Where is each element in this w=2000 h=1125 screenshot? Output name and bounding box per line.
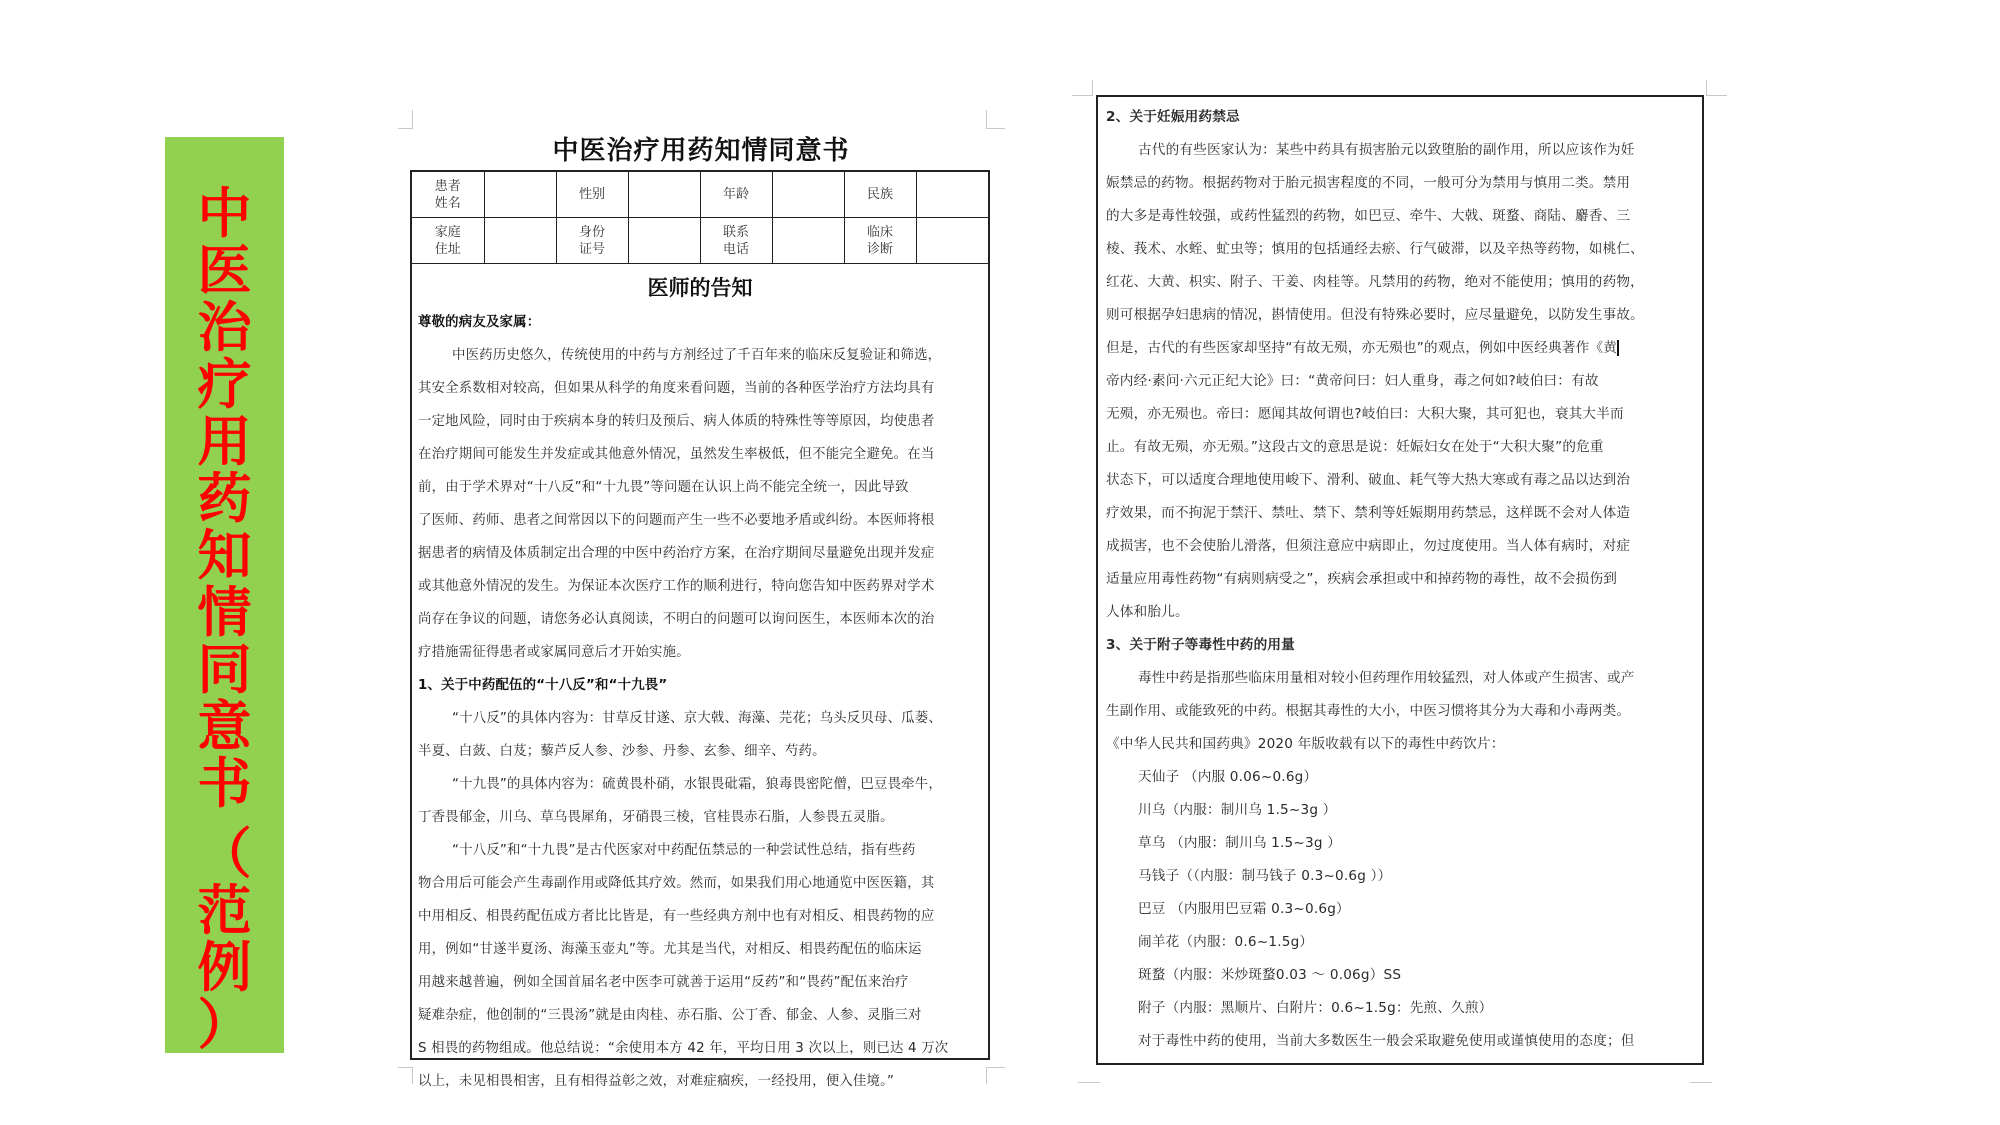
text-line-content: 以上，未见相畏相害，且有相得益彰之效，对难症痼疾，一经投用，便入佳境。”: [418, 1074, 895, 1089]
text-line-content: 尊敬的病友及家属：: [418, 315, 541, 330]
text-line-content: 适量应用毒性药物“有病则病受之”，疾病会承担或中和掉药物的毒性，故不会损伤到: [1106, 571, 1618, 587]
text-line-content: 1、关于中药配伍的“十八反”和“十九畏”: [418, 678, 668, 693]
text-line-content: 用越来越普遍，例如全国首届名老中医李可就善于运用“反药”和“畏药”配伍来治疗: [418, 975, 909, 990]
text-line-content: S 相畏的药物组成。他总结说：“余使用本方 42 年，平均日用 3 次以上，则已达 4 万次: [418, 1041, 949, 1056]
notice-title: 医师的告知: [647, 275, 753, 300]
text-line: [412, 603, 988, 636]
text-line-content: 斑蝥（内服：米炒斑蝥0.03 ～ 0.06g）SS: [1138, 967, 1402, 983]
text-line-content: 红花、大黄、枳实、附子、干姜、肉桂等。凡禁用的药物，绝对不能使用；慎用的药物，: [1106, 274, 1644, 290]
info-input-cell[interactable]: [916, 172, 988, 218]
text-line-content: 生副作用、或能致死的中药。根据其毒性的大小，中医习惯将其分为大毒和小毒两类。: [1106, 703, 1631, 719]
text-line: [1098, 431, 1702, 464]
text-line: [412, 999, 988, 1032]
banner-title-char: 情: [197, 581, 252, 644]
section-heading: [412, 669, 988, 702]
text-line-content: 天仙子 （内服 0.06~0.6g）: [1138, 769, 1318, 785]
text-line: [412, 504, 988, 537]
banner-title-char: 中: [197, 182, 252, 245]
text-line: [1098, 662, 1702, 695]
info-label-text: 联系: [722, 224, 749, 240]
info-label-text: 民族: [866, 187, 893, 202]
text-line: [412, 438, 988, 471]
section-heading: [1098, 101, 1702, 134]
text-line: [1098, 464, 1702, 497]
banner-suffix-char: 例: [197, 936, 252, 999]
info-label-text: 性别: [578, 187, 605, 202]
text-line: [1098, 596, 1702, 629]
left-page-body: [412, 306, 988, 1098]
banner-title-char: 意: [197, 695, 252, 758]
text-line-content: 则可根据孕妇患病的情况，斟情使用。但没有特殊必要时，应尽量避免，以防发生事故。: [1106, 307, 1644, 323]
text-line-content: 川乌（内服：制川乌 1.5~3g ）: [1138, 802, 1337, 818]
text-line: [1098, 992, 1702, 1025]
text-line: [412, 801, 988, 834]
text-line: [412, 735, 988, 768]
text-line: [1098, 1025, 1702, 1058]
banner-title-char: 疗: [197, 353, 252, 416]
text-line: [412, 1065, 988, 1098]
text-line-content: 巴豆 （内服用巴豆霜 0.3~0.6g）: [1138, 901, 1350, 917]
info-input-cell[interactable]: [772, 172, 844, 218]
info-label-text: 证号: [578, 241, 605, 257]
text-line-content: 草乌 （内服：制川乌 1.5~3g ）: [1138, 835, 1341, 851]
text-line: [1098, 134, 1702, 167]
text-line-content: 一定地风险，同时由于疾病本身的转归及预后、病人体质的特殊性等等原因，均使患者: [418, 414, 935, 429]
text-line-content: 或其他意外情况的发生。为保证本次医疗工作的顺利进行，特向您告知中医药界对学术: [418, 579, 935, 594]
info-label-cell: [412, 218, 484, 264]
text-line-content: 疗效果，而不拘泥于禁汗、禁吐、禁下、禁利等妊娠期用药禁忌，这样既不会对人体造: [1106, 505, 1631, 521]
info-label-text: 电话: [722, 241, 749, 257]
text-line: [1098, 563, 1702, 596]
info-label-cell: [844, 218, 916, 264]
text-line: [1098, 497, 1702, 530]
text-line-content: “十八反”的具体内容为：甘草反甘遂、京大戟、海藻、芫花；乌头反贝母、瓜蒌、: [452, 711, 942, 726]
title-banner: [165, 137, 284, 1056]
info-input-cell[interactable]: [916, 218, 988, 264]
text-line: [1098, 530, 1702, 563]
text-line: [412, 471, 988, 504]
text-line: [1098, 827, 1702, 860]
text-line-content: 帝内经·素问·六元正纪大论》曰：“黄帝问曰：妇人重身，毒之何如?岐伯曰：有故: [1106, 373, 1599, 389]
patient-info-table: [412, 172, 988, 264]
text-line: [412, 867, 988, 900]
text-line: [1098, 299, 1702, 332]
text-line: [1098, 728, 1702, 761]
text-line: [412, 636, 988, 669]
page-corner-mark: [1690, 1082, 1712, 1085]
info-table-row: [412, 218, 988, 264]
banner-title-char: 用: [197, 410, 252, 473]
text-line: [1098, 893, 1702, 926]
text-line-content: 毒性中药是指那些临床用量相对较小但药理作用较猛烈，对人体或产生损害、或产: [1138, 670, 1635, 686]
banner-title-char: 药: [197, 467, 252, 530]
banner-title-char: 医: [197, 239, 252, 302]
page-corner-mark: [1706, 80, 1727, 96]
info-label-text: 身份: [578, 224, 605, 240]
banner-suffix-char: 范: [197, 879, 252, 942]
info-label-text: 患者: [434, 178, 461, 194]
text-line-content: 止。有故无殒，亦无殒。”这段古文的意思是说：妊娠妇女在处于“大积大聚”的危重: [1106, 439, 1604, 455]
text-line: [1098, 695, 1702, 728]
page-corner-mark: [1078, 1082, 1100, 1085]
page-corner-mark: [986, 110, 1005, 129]
text-line-content: “十八反”和“十九畏”是古代医家对中药配伍禁忌的一种尝试性总结，指有些药: [452, 843, 916, 858]
text-line-content: 成损害，也不会使胎儿滑落，但须注意应中病即止，勿过度使用。当人体有病时，对症: [1106, 538, 1631, 554]
text-line: [1098, 200, 1702, 233]
banner-title-char: 书: [197, 752, 252, 815]
text-line-content: 马钱子（（内服：制马钱子 0.3~0.6g ））: [1138, 868, 1392, 884]
banner-title-char: 治: [197, 296, 252, 359]
text-line-content: 半夏、白蔹、白芨；藜芦反人参、沙参、丹参、玄参、细辛、芍药。: [418, 744, 826, 759]
page-corner-mark: [986, 1067, 1005, 1084]
text-line: [1098, 233, 1702, 266]
text-line: [412, 1032, 988, 1065]
text-line: [412, 834, 988, 867]
text-line-content: 据患者的病情及体质制定出合理的中医中药治疗方案，在治疗期间尽量避免出现并发症: [418, 546, 935, 561]
text-line-content: 3、关于附子等毒性中药的用量: [1106, 637, 1295, 653]
text-line: [412, 933, 988, 966]
text-line-content: 了医师、药师、患者之间常因以下的问题而产生一些不必要地矛盾或纠纷。本医师将根: [418, 513, 935, 528]
text-line-content: 疗措施需征得患者或家属同意后才开始实施。: [418, 645, 690, 660]
text-line-content: 在治疗期间可能发生并发症或其他意外情况，虽然发生率极低，但不能完全避免。在当: [418, 447, 935, 462]
info-label-cell: [844, 172, 916, 218]
text-line: [412, 537, 988, 570]
text-line: [1098, 365, 1702, 398]
text-line-content: 闹羊花（内服：0.6~1.5g）: [1138, 934, 1314, 950]
text-line-content: 中医药历史悠久，传统使用的中药与方剂经过了千百年来的临床反复验证和筛选，: [452, 348, 942, 363]
text-line-content: 物合用后可能会产生毒副作用或降低其疗效。然而，如果我们用心地通览中医医籍，其: [418, 876, 935, 891]
info-label-text: 诊断: [866, 241, 893, 257]
text-line-content: 其安全系数相对较高，但如果从科学的角度来看问题，当前的各种医学治疗方法均具有: [418, 381, 935, 396]
text-line-content: 前，由于学术界对“十八反”和“十九畏”等问题在认识上尚不能完全统一，因此导致: [418, 480, 909, 495]
info-label-cell: [700, 172, 772, 218]
info-input-cell[interactable]: [772, 218, 844, 264]
text-line-content: 人体和胎儿。: [1106, 604, 1189, 620]
page-corner-mark: [1072, 80, 1093, 96]
banner-suffix-char: （: [197, 822, 252, 885]
banner-title-char: 知: [197, 524, 252, 587]
document-title: 中医治疗用药知情同意书: [552, 136, 850, 166]
info-label-text: 姓名: [434, 195, 461, 211]
text-line: [412, 339, 988, 372]
text-line-content: 中用相反、相畏药配伍成方者比比皆是，有一些经典方剂中也有对相反、相畏药物的应: [418, 909, 935, 924]
right-page-body: [1098, 101, 1702, 1058]
page-corner-mark: [398, 1067, 413, 1084]
text-line: [1098, 398, 1702, 431]
text-line-content: 状态下，可以适度合理地使用峻下、滑利、破血、耗气等大热大寒或有毒之品以达到治: [1106, 472, 1631, 488]
info-label-text: 家庭: [434, 224, 461, 240]
text-line: [412, 966, 988, 999]
text-line: [412, 570, 988, 603]
text-line-content: 的大多是毒性较强，或药性猛烈的药物，如巴豆、牵牛、大戟、斑蝥、商陆、麝香、三: [1106, 208, 1631, 224]
text-line-content: 用，例如“甘遂半夏汤、海藻玉壶丸”等。尤其是当代，对相反、相畏药配伍的临床运: [418, 942, 922, 957]
info-label-cell: [412, 172, 484, 218]
info-label-cell: [556, 172, 628, 218]
text-line: [412, 702, 988, 735]
text-line-content: 对于毒性中药的使用，当前大多数医生一般会采取避免使用或谨慎使用的态度；但: [1138, 1033, 1635, 1049]
text-line: [412, 372, 988, 405]
banner-title-char: 同: [197, 638, 252, 701]
text-line: [1098, 959, 1702, 992]
text-line: [412, 405, 988, 438]
info-input-cell[interactable]: [628, 218, 700, 264]
info-table-row: [412, 172, 988, 218]
section-heading: [1098, 629, 1702, 662]
consent-form-left-page: [410, 170, 990, 1089]
info-label-text: 年龄: [722, 187, 749, 202]
text-line-content: 古代的有些医家认为：某些中药具有损害胎元以致堕胎的副作用，所以应该作为妊: [1138, 142, 1635, 158]
text-line-content: 但是，古代的有些医家却坚持“有故无殒，亦无殒也”的观点，例如中医经典著作《黄: [1106, 340, 1618, 356]
text-line-content: 无殒，亦无殒也。帝曰：愿闻其故何谓也?岐伯曰：大积大聚，其可犯也，衰其大半而: [1106, 406, 1624, 422]
info-input-cell[interactable]: [484, 218, 556, 264]
banner-suffix-char: ）: [197, 993, 252, 1056]
consent-form-right-page: [1096, 95, 1704, 1065]
text-line-content: 棱、莪术、水蛭、虻虫等；慎用的包括通经去瘀、行气破滞，以及辛热等药物，如桃仁、: [1106, 241, 1644, 257]
info-label-cell: [556, 218, 628, 264]
text-line-content: 丁香畏郁金，川乌、草乌畏犀角，牙硝畏三棱，官桂畏赤石脂，人参畏五灵脂。: [418, 810, 894, 825]
section-heading: [412, 306, 988, 339]
page-corner-mark: [398, 110, 413, 129]
info-input-cell[interactable]: [484, 172, 556, 218]
text-line: [412, 768, 988, 801]
text-line: [1098, 761, 1702, 794]
text-line-content: 2、关于妊娠用药禁忌: [1106, 109, 1240, 125]
text-line-content: 疑难杂症，他创制的“三畏汤”就是由肉桂、赤石脂、公丁香、郁金、人参、灵脂三对: [418, 1008, 922, 1023]
text-line: [1098, 860, 1702, 893]
text-line: [1098, 794, 1702, 827]
text-cursor: [1617, 340, 1619, 356]
text-line-content: 附子（内服：黑顺片、白附片：0.6~1.5g：先煎、久煎）: [1138, 1000, 1493, 1016]
text-line: [412, 900, 988, 933]
info-label-cell: [700, 218, 772, 264]
text-line: [1098, 332, 1702, 365]
text-line: [1098, 926, 1702, 959]
text-line-content: 尚存在争议的问题，请您务必认真阅读，不明白的问题可以询问医生，本医师本次的治: [418, 612, 935, 627]
info-label-text: 临床: [866, 224, 893, 240]
info-input-cell[interactable]: [628, 172, 700, 218]
text-line-content: 娠禁忌的药物。根据药物对于胎元损害程度的不同，一般可分为禁用与慎用二类。禁用: [1106, 175, 1631, 191]
text-line: [1098, 266, 1702, 299]
info-label-text: 住址: [434, 241, 461, 257]
text-line-content: “十九畏”的具体内容为：硫黄畏朴硝，水银畏砒霜，狼毒畏密陀僧，巴豆畏牵牛，: [452, 777, 942, 792]
text-line: [1098, 167, 1702, 200]
text-line-content: 《中华人民共和国药典》2020 年版收载有以下的毒性中药饮片：: [1106, 736, 1505, 752]
